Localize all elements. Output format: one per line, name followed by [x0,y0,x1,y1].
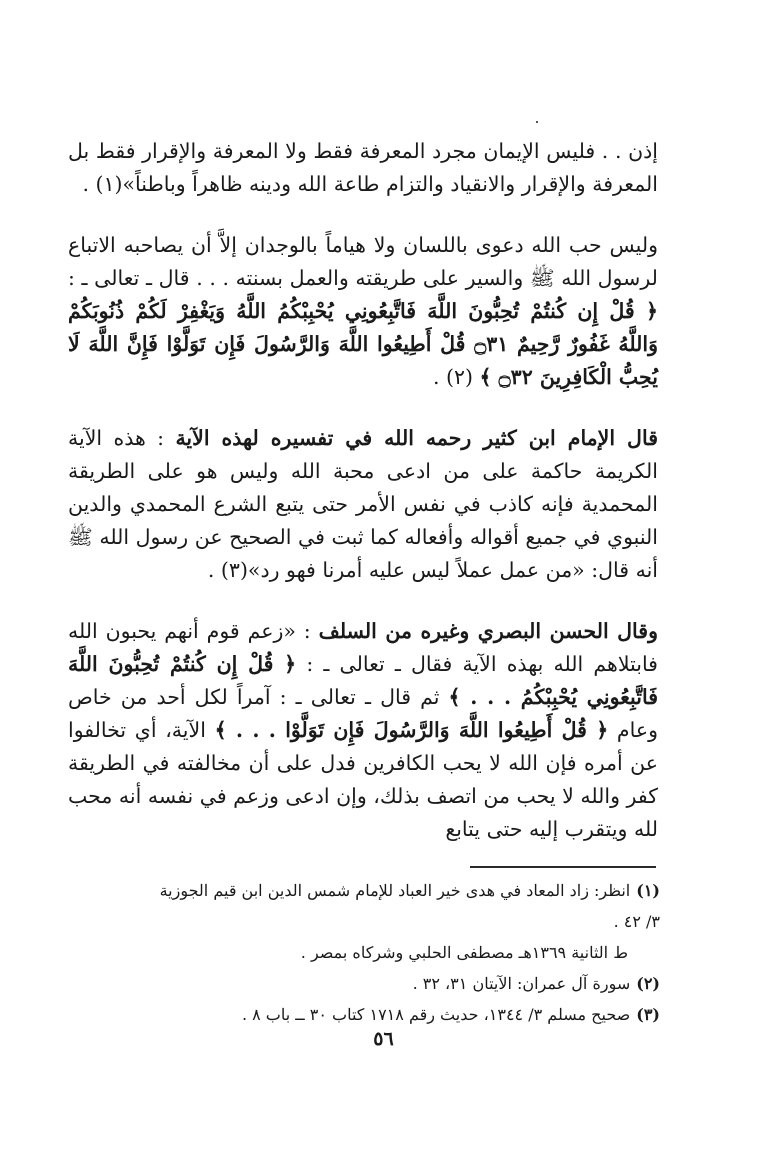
paragraph-4-lead: وقال الحسن البصري وغيره من السلف [318,619,658,643]
quran-verse-1: ﴿ قُلْ إِن كُنتُمْ تُحِبُّونَ اللَّهَ فَاتَّبِعُونِي يُحْبِبْكُمُ . . . ﴾ [68,652,658,709]
quran-verse: ﴿ قُلْ إِن كُنتُمْ تُحِبُّونَ اللَّهَ فَاتَّبِعُونِي يُحْبِبْكُمُ اللَّهُ وَيَغْفِرْ لَكُمْ ذُنُوبَكُمْ وَاللَّهُ غَفُورٌ رَّحِيمٌ ۝٣١ قُلْ أَطِيعُوا اللَّهَ وَالرَّسُولَ فَإِن تَوَلَّوْا فَإِنَّ اللَّهَ لَا يُحِبُّ الْكَافِرِينَ ۝٣٢ ﴾ [68,299,659,389]
footnote-text: انظر: زاد المعاد في هدى خير العباد للإمام شمس الدين ابن قيم الجوزية ٣/ ٤٢ . [159,881,660,931]
paragraph-1-text: إذن . . فليس الإيمان مجرد المعرفة فقط ولا المعرفة والإقرار فقط بل المعرفة والإقرار والانقياد والتزام طاعة الله ودينه ظاهراً وباطناً»(١) . [68,139,658,196]
footnote-1-continued [150,937,660,968]
paragraph-2 [68,229,658,394]
paragraph-4-text-2: ثم قال ـ تعالى ـ : آمراً لكل أحد من خاص وعام [68,685,658,742]
paragraph-2-text: وليس حب الله دعوى باللسان ولا هياماً بالوجدان إلاَّ أن يصاحبه الاتباع لرسول الله ﷺ والسير على طريقته والعمل بسنته . . . قال ـ تعالى ـ : [68,233,658,290]
paragraph-3-lead: قال الإمام ابن كثير رحمه الله في تفسيره لهذه الآية [175,426,658,450]
paragraph-4 [68,615,658,846]
footnote-text: سورة آل عمران: الآيتان ٣١، ٣٢ . [412,974,631,993]
footnote-separator [470,866,656,868]
main-text [68,135,658,846]
footnote-text: ط الثانية ١٣٦٩هـ مصطفى الحلبي وشركاه بمصر . [300,943,628,962]
paragraph-4-text-3: الآية، أي تخالفوا عن أمره فإن الله لا يحب الكافرين فدل على أن مخالفته في الطريقة كفر والله لا يحب من اتصف بذلك، وإن ادعى وزعم في نفسه أنه محب لله ويتقرب إليه حتى يتابع [68,718,658,841]
footnote-text: صحيح مسلم ٣/ ١٣٤٤، حديث رقم ١٧١٨ كتاب ٣٠ ــ باب ٨ . [241,1005,631,1024]
footnote-3 [150,999,660,1030]
footnote-2 [150,968,660,999]
footnote-number: (٢) [636,974,660,993]
footnote-ref-2: (٢) . [432,365,473,389]
paragraph-4-text-1: : «زعم قوم أنهم يحبون الله فابتلاهم الله بهذه الآية فقال ـ تعالى ـ : [68,619,658,676]
scan-speck [536,121,538,123]
page-number: ٥٦ [373,1028,394,1050]
footnotes [150,875,660,1030]
footnote-number: (١) [636,881,660,900]
paragraph-1 [68,135,658,201]
paragraph-3 [68,422,658,587]
footnote-number: (٣) [636,1005,660,1024]
footnote-1 [150,875,660,937]
paragraph-3-text: : هذه الآية الكريمة حاكمة على من ادعى محبة الله وليس هو على الطريقة المحمدية فإنه كاذب في نفس الأمر حتى يتبع الشرع المحمدي والدين النبوي في جميع أقواله وأفعاله كما ثبت في الصحيح عن رسول الله ﷺ أنه قال: «من عمل عملاً ليس عليه أمرنا فهو رد»(٣) . [68,426,658,582]
quran-verse-2: ﴿ قُلْ أَطِيعُوا اللَّهَ وَالرَّسُولَ فَإِن تَوَلَّوْا . . . ﴾ [214,718,609,742]
